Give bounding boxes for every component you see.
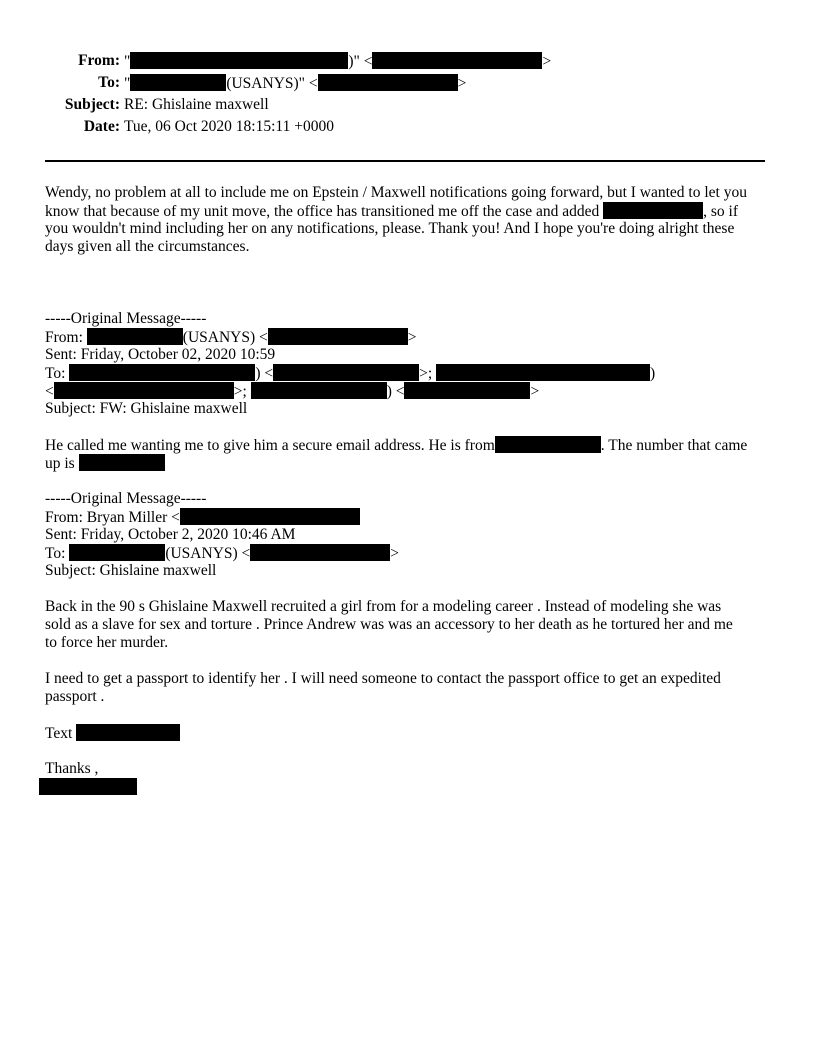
redaction — [603, 202, 703, 219]
orig2-paragraph-line: sold as a slave for sex and torture . Prince Andrew was was an accessory to her death as he tortured her and me — [45, 616, 733, 633]
orig2-sent: Sent: Friday, October 2, 2020 10:46 AM — [45, 526, 296, 543]
orig2-to: To: (USANYS) < > — [45, 545, 400, 562]
email-header — [0, 52, 816, 140]
redaction — [130, 74, 226, 91]
email-body — [45, 184, 775, 796]
redaction — [79, 454, 165, 471]
subject-row — [0, 96, 816, 118]
from-value: " )" < > — [124, 53, 552, 70]
redaction — [130, 52, 348, 69]
orig2-paragraph-line: I need to get a passport to identify her . I will need someone to contact the passport office to get an expedited — [45, 670, 721, 687]
redaction — [273, 364, 419, 381]
date-label: Date: — [83, 118, 120, 135]
redaction — [76, 724, 180, 741]
orig2-paragraph-line: passport . — [45, 688, 105, 705]
original-message-separator: -----Original Message----- — [45, 310, 207, 327]
redaction — [495, 436, 601, 453]
date-value: Tue, 06 Oct 2020 18:15:11 +0000 — [124, 118, 334, 135]
orig1-to: To: ) < >; ) — [45, 365, 656, 382]
reply-line: days given all the circumstances. — [45, 238, 250, 255]
orig1-message-line: up is — [45, 454, 775, 472]
orig2-text-line: Text — [45, 724, 775, 742]
reply-line: know that because of my unit move, the office has transitioned me off the case and added , so if — [45, 203, 738, 220]
orig1-subject: Subject: FW: Ghislaine maxwell — [45, 400, 248, 417]
reply-line: Wendy, no problem at all to include me on Epstein / Maxwell notifications going forward, but I wanted to let you — [45, 184, 747, 201]
redaction — [318, 74, 458, 91]
to-row — [0, 74, 816, 96]
header-divider — [45, 160, 765, 162]
orig1-from: From: (USANYS) < > — [45, 329, 417, 346]
redaction — [180, 508, 360, 525]
original-message-separator: -----Original Message----- — [45, 490, 207, 507]
orig2-thanks: Thanks , — [45, 760, 99, 777]
redaction — [87, 328, 183, 345]
redaction — [404, 382, 530, 399]
orig1-to-cont: < >; ) < > — [45, 383, 540, 400]
orig1-sent: Sent: Friday, October 02, 2020 10:59 — [45, 346, 276, 363]
redaction — [268, 328, 408, 345]
orig2-paragraph-line: to force her murder. — [45, 634, 169, 651]
redaction — [250, 544, 390, 561]
redaction — [69, 544, 165, 561]
reply-line: you wouldn't mind including her on any notifications, please. Thank you! And I hope you're doing alright these — [45, 220, 735, 237]
redaction — [436, 364, 650, 381]
orig2-subject: Subject: Ghislaine maxwell — [45, 562, 217, 579]
redaction — [372, 52, 542, 69]
orig2-paragraph-line: Back in the 90 s Ghislaine Maxwell recruited a girl from for a modeling career . Instead of modeling she was — [45, 598, 722, 615]
orig1-message-line: He called me wanting me to give him a secure email address. He is from . The number that came — [45, 437, 748, 454]
redaction — [251, 382, 387, 399]
signature — [45, 778, 775, 796]
to-label: To: — [98, 74, 120, 91]
redaction — [39, 778, 137, 795]
subject-label: Subject: — [64, 96, 120, 113]
redaction — [54, 382, 234, 399]
from-row — [0, 52, 816, 74]
from-label: From: — [78, 52, 120, 69]
subject-value: RE: Ghislaine maxwell — [124, 96, 269, 113]
date-row — [0, 118, 816, 140]
redaction — [69, 364, 255, 381]
orig2-from: From: Bryan Miller < — [45, 508, 775, 526]
to-value: " (USANYS)" < > — [124, 75, 467, 92]
